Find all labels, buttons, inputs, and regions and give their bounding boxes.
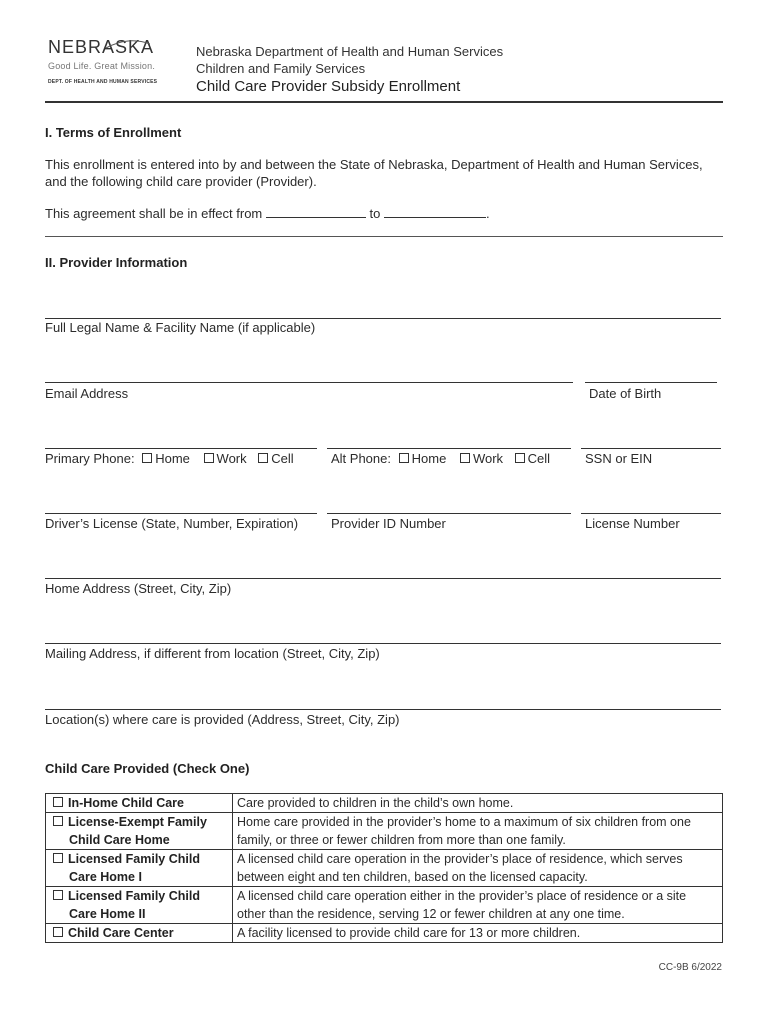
dob-label: Date of Birth xyxy=(589,386,662,401)
alt-phone-work-label: Work xyxy=(472,451,504,466)
care-type-option-label: Licensed Family Child xyxy=(68,852,200,866)
care-type-description-line: between eight and ten children, based on the licensed capacity. xyxy=(237,870,588,884)
care-type-row xyxy=(46,794,723,813)
header-division: Children and Family Services xyxy=(196,61,366,76)
primary-phone-home-checkbox[interactable] xyxy=(142,453,152,463)
form-title: Child Care Provider Subsidy Enrollment xyxy=(196,78,461,95)
primary-phone-field[interactable] xyxy=(45,448,317,449)
primary-phone-work-checkbox[interactable] xyxy=(204,453,214,463)
alt-phone-home-label: Home xyxy=(411,451,447,466)
care-type-description-line: A facility licensed to provide child care for 13 or more children. xyxy=(237,926,581,940)
drivers-license-field[interactable] xyxy=(45,513,317,514)
form-header xyxy=(196,43,503,96)
care-type-description-line: A licensed child care operation either in the provider’s place of residence or a site xyxy=(237,889,687,903)
care-type-description-line: other than the residence, serving 12 or fewer children at any one time. xyxy=(237,907,625,921)
start-date-field[interactable] xyxy=(266,206,366,218)
care-type-option xyxy=(46,887,233,924)
care-type-row xyxy=(46,813,723,850)
care-type-option xyxy=(46,924,233,943)
email-label: Email Address xyxy=(45,386,129,401)
primary-phone-group xyxy=(45,451,294,466)
care-type-checkbox[interactable] xyxy=(53,927,63,937)
locations-field[interactable] xyxy=(45,709,721,710)
care-type-option-label: Child Care Center xyxy=(68,926,174,940)
logo-wordmark: NEBRASKA xyxy=(48,37,155,57)
logo-tagline: Good Life. Great Mission. xyxy=(48,61,156,71)
provider-id-field[interactable] xyxy=(327,513,571,514)
care-type-row xyxy=(46,924,723,943)
care-type-description-line: A licensed child care operation in the provider’s place of residence, which serves xyxy=(237,852,683,866)
care-type-option-label: In-Home Child Care xyxy=(68,796,184,810)
alt-phone-home-checkbox[interactable] xyxy=(399,453,409,463)
primary-phone-work-label: Work xyxy=(216,451,247,466)
dob-field[interactable] xyxy=(585,382,717,383)
drivers-license-label: Driver’s License (State, Number, Expiration) xyxy=(45,516,299,531)
header-agency: Nebraska Department of Health and Human Services xyxy=(196,44,504,59)
ssn-label: SSN or EIN xyxy=(585,451,653,466)
care-type-description xyxy=(233,850,723,887)
ssn-field[interactable] xyxy=(581,448,721,449)
header-divider xyxy=(45,101,723,103)
care-type-row xyxy=(46,850,723,887)
section1-title: I. Terms of Enrollment xyxy=(45,125,182,140)
care-type-description-line: family, or three or fewer children from more than one family. xyxy=(237,833,566,847)
alt-phone-cell-label: Cell xyxy=(527,451,551,466)
alt-phone-cell-checkbox[interactable] xyxy=(515,453,525,463)
care-type-table xyxy=(45,793,723,943)
section1-paragraph-line1: This enrollment is entered into by and between the State of Nebraska, Department of Health and Human Services, xyxy=(45,157,703,172)
section2-title: II. Provider Information xyxy=(45,255,188,270)
alt-phone-field[interactable] xyxy=(327,448,571,449)
care-type-option xyxy=(46,813,233,850)
license-number-label: License Number xyxy=(585,516,680,531)
nebraska-dhhs-logo xyxy=(48,38,178,94)
care-type-option-label-cont: Child Care Home xyxy=(69,833,170,847)
care-type-checkbox[interactable] xyxy=(53,890,63,900)
agreement-dates xyxy=(45,205,490,222)
care-type-checkbox[interactable] xyxy=(53,797,63,807)
alt-phone-label: Alt Phone: xyxy=(331,451,391,466)
section-divider xyxy=(45,236,723,237)
care-type-option-label-cont: Care Home I xyxy=(69,870,142,884)
section1-paragraph xyxy=(45,156,703,190)
mailing-address-field[interactable] xyxy=(45,643,721,644)
mailing-address-label: Mailing Address, if different from location (Street, City, Zip) xyxy=(45,646,380,661)
care-type-description xyxy=(233,924,723,943)
care-type-checkbox[interactable] xyxy=(53,816,63,826)
email-field[interactable] xyxy=(45,382,573,383)
home-address-field[interactable] xyxy=(45,578,721,579)
agreement-end: . xyxy=(485,206,490,221)
primary-phone-home-label: Home xyxy=(155,451,190,466)
provider-id-label: Provider ID Number xyxy=(331,516,446,531)
primary-phone-cell-checkbox[interactable] xyxy=(258,453,268,463)
care-type-description xyxy=(233,813,723,850)
primary-phone-cell-label: Cell xyxy=(271,451,294,466)
alt-phone-group xyxy=(331,451,550,466)
primary-phone-label: Primary Phone: xyxy=(45,451,135,466)
full-name-label: Full Legal Name & Facility Name (if applicable) xyxy=(45,320,316,335)
end-date-field[interactable] xyxy=(384,206,486,218)
agreement-prefix: This agreement shall be in effect from xyxy=(45,206,263,221)
home-address-label: Home Address (Street, City, Zip) xyxy=(45,581,232,596)
full-name-field[interactable] xyxy=(45,318,721,319)
locations-label: Location(s) where care is provided (Address, Street, City, Zip) xyxy=(45,712,400,727)
care-type-option xyxy=(46,794,233,813)
care-type-checkbox[interactable] xyxy=(53,853,63,863)
logo-arc-icon xyxy=(106,39,150,49)
care-type-option-label: Licensed Family Child xyxy=(68,889,200,903)
care-type-title: Child Care Provided (Check One) xyxy=(45,761,250,776)
section1-paragraph-line2: and the following child care provider (Provider). xyxy=(45,174,317,189)
logo-dept: DEPT. OF HEALTH AND HUMAN SERVICES xyxy=(48,79,158,85)
care-type-option-label: License-Exempt Family xyxy=(68,815,207,829)
care-type-option xyxy=(46,850,233,887)
care-type-description-line: Home care provided in the provider’s home to a maximum of six children from one xyxy=(237,815,691,829)
agreement-to: to xyxy=(369,206,381,221)
care-type-description xyxy=(233,887,723,924)
care-type-row xyxy=(46,887,723,924)
care-type-description-line: Care provided to children in the child’s own home. xyxy=(237,796,514,810)
alt-phone-work-checkbox[interactable] xyxy=(460,453,470,463)
form-id: CC-9B 6/2022 xyxy=(658,962,722,973)
license-number-field[interactable] xyxy=(581,513,721,514)
care-type-option-label-cont: Care Home II xyxy=(69,907,146,921)
care-type-description xyxy=(233,794,723,813)
